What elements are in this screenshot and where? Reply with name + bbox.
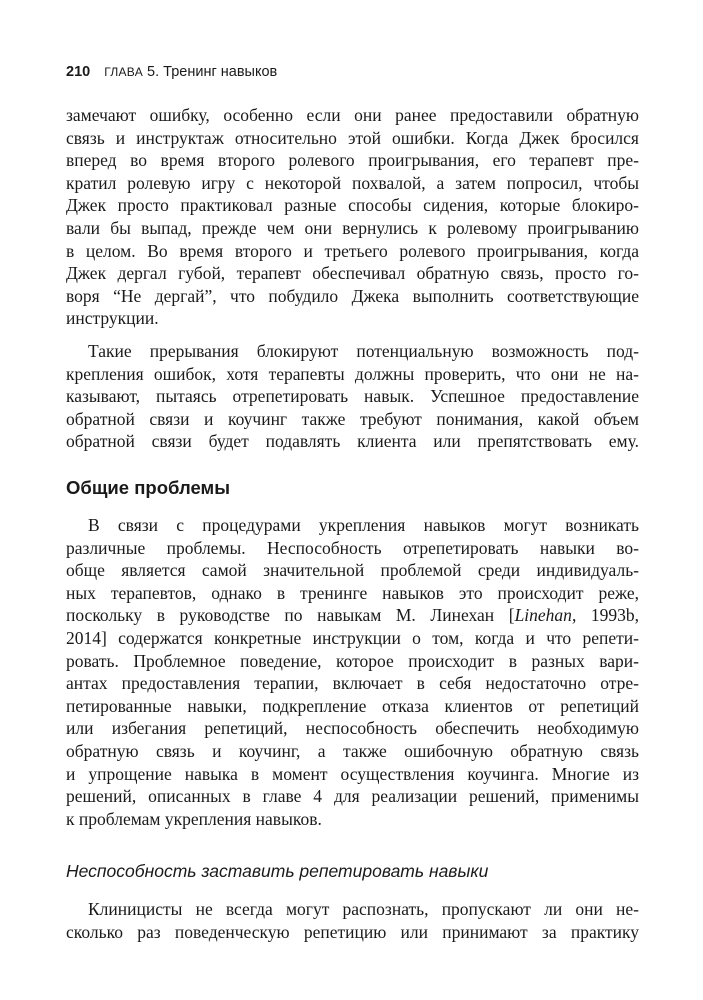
text-line: Джек просто практиковал разные способы сидения, которые блокиро-: [66, 195, 639, 216]
text-line: воря “Не дергай”, что побудило Джека выполнить соответствующие: [66, 285, 639, 306]
text-line: или избегания репетиций, неспособность обеспечить необходимую: [66, 718, 639, 739]
text-line: вали бы выпад, прежде чем они вернулись к ролевому проигрыванию: [66, 217, 639, 238]
text-line: Такие прерывания блокируют потенциальную возможность под-: [88, 341, 639, 361]
text-line: ных терапевтов, однако в тренинге навыков это происходит реже,: [66, 582, 639, 603]
text-line: 2014] содержатся конкретные инструкции о том, когда и что репети-: [66, 627, 639, 648]
citation-author: Linehan: [514, 605, 572, 626]
text-line: петированные навыки, подкрепление отказа клиентов от репетиций: [66, 695, 639, 716]
citation-prefix: поскольку в руководстве по навыкам М. Линехан [: [66, 605, 515, 626]
text-line: замечают ошибку, особенно если они ранее предоставили обратную: [66, 105, 639, 125]
chapter-title: 5. Тренинг навыков: [143, 64, 278, 80]
paragraph-continued: [66, 104, 639, 330]
text-line: казывают, пытаясь отрепетировать навык. Успешное предоставление: [66, 386, 639, 407]
citation-line: [66, 604, 639, 627]
text-line: инструкции.: [66, 308, 159, 329]
text-line: ровать. Проблемное поведение, которое происходит в разных вари-: [66, 650, 639, 671]
text-line: обратную связь и коучинг, а также ошибочную обратную связь: [66, 740, 639, 761]
page-number: 210: [66, 64, 91, 80]
chapter-word: ГЛАВА: [104, 65, 144, 79]
text-line: решений, описанных в главе 4 для реализации решений, применимы: [66, 786, 639, 807]
text-line: к проблемам укрепления навыков.: [66, 808, 322, 829]
text-line: антах предоставления терапии, включает в себя недостаточно отре-: [66, 673, 639, 694]
text-line: связь и инструктаж относительно этой ошибки. Когда Джек бросился: [66, 127, 639, 148]
text-line: обратной связи будет подавлять клиента или препятствовать ему.: [66, 431, 639, 452]
text-line: вперед во время второго ролевого проигрывания, его терапевт пре-: [66, 150, 639, 171]
subsection-heading: Неспособность заставить репетировать навыки: [66, 861, 489, 881]
text-line: в целом. Во время второго и третьего ролевого проигрывания, когда: [66, 240, 639, 261]
paragraph-interruptions: [66, 340, 639, 453]
paragraph-clinicians: [66, 898, 639, 943]
text-line: различные проблемы. Неспособность отрепетировать навыки во-: [66, 537, 639, 558]
text-line: обще является самой значительной проблемой среди индивидуаль-: [66, 560, 639, 581]
citation-suffix: , 1993b,: [571, 605, 640, 626]
text-line: кратил ролевую игру с некоторой похвалой, а затем попросил, чтобы: [66, 172, 639, 193]
text-line: сколько раз поведенческую репетицию или принимают за практику: [66, 921, 639, 942]
running-head: [66, 62, 277, 82]
paragraph-common-problems: [66, 514, 639, 830]
section-heading: Общие проблемы: [66, 477, 231, 498]
text-line: В связи с процедурами укрепления навыков могут возникать: [88, 515, 639, 535]
text-line: и упрощение навыка в момент осуществления коучинга. Многие из: [66, 763, 639, 784]
text-line: Джек дергал губой, терапевт обеспечивал обратную связь, просто го-: [66, 263, 639, 284]
text-line: Клиницисты не всегда могут распознать, пропускают ли они не-: [88, 899, 639, 919]
text-line: крепления ошибок, хотя терапевты должны проверить, что они не на-: [66, 363, 639, 384]
text-line: обратной связи и коучинг также требуют понимания, какой объем: [66, 408, 639, 429]
